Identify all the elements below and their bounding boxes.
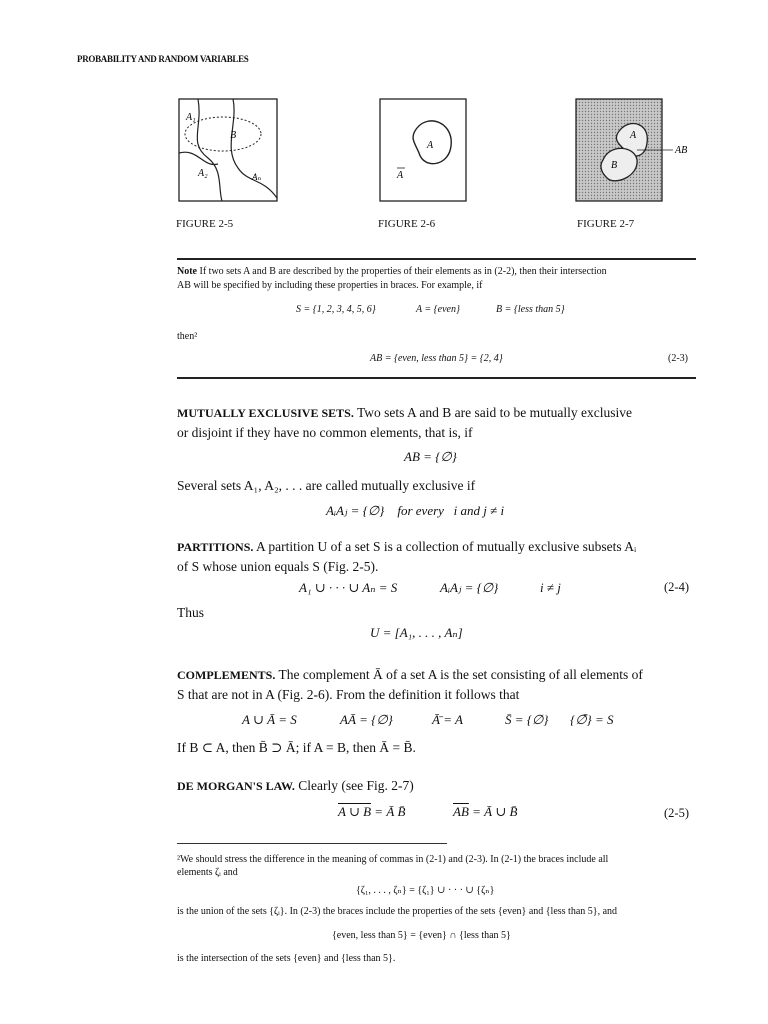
complements-paragraph	[177, 665, 702, 704]
footnote-line-1: ²We should stress the difference in the meaning of commas in (2-1) and (2-3). In (2-1) the braces include all	[177, 854, 609, 865]
mutually-eq-1: AB = {∅}	[404, 449, 457, 464]
mutually-text-3: Several sets A₁, A₂, . . . are called mutually exclusive if	[177, 478, 476, 493]
fig26-a-label: A	[427, 140, 434, 151]
note-bottom-rule	[177, 377, 696, 379]
figure-2-7-label: FIGURE 2-7	[577, 218, 635, 230]
running-header: PROBABILITY AND RANDOM VARIABLES	[77, 54, 249, 64]
demorgan-text-1: Clearly (see Fig. 2-7)	[298, 778, 414, 793]
demorgan-eq-1-lhs: A ∪ B	[338, 804, 372, 819]
partitions-eq-2: AᵢAⱼ = {∅}	[440, 580, 499, 595]
mutually-text-1: Two sets A and B are said to be mutually exclusive	[356, 405, 632, 420]
complements-eq-5: {∅̄} = S	[570, 712, 614, 727]
figure-2-5-diagram	[178, 98, 278, 202]
note-eq-ab: AB = {even, less than 5} = {2, 4}	[370, 353, 503, 364]
complements-eq-3: Ā̄ = A	[432, 712, 463, 727]
footnote-line-3: is the union of the sets {ζᵢ}. In (2-3) the braces include the properties of the sets {even} and {less than 5}, and	[177, 906, 618, 917]
demorgan-eq-1-rhs: = Ā B̄	[374, 804, 406, 819]
note-text-1: If two sets A and B are described by the properties of their elements as in (2-2), then their intersection	[199, 266, 607, 277]
complements-text-3: If B ⊂ A, then B̄ ⊃ Ā; if A = B, then Ā = B̄.	[177, 740, 416, 755]
demorgan-eq-1	[338, 804, 405, 820]
demorgan-eq-2-rhs: = Ā ∪ B̄	[472, 804, 518, 819]
complements-head: COMPLEMENTS.	[177, 668, 276, 682]
footnote-line-4: is the intersection of the sets {even} and {less than 5}.	[177, 953, 396, 964]
partitions-thus: Thus	[177, 605, 204, 620]
figure-2-6-diagram	[379, 98, 467, 202]
complements-text-2: S that are not in A (Fig. 2-6). From the definition it follows that	[177, 687, 520, 702]
mutually-exclusive-paragraph	[177, 403, 702, 442]
partitions-eq-1: A₁ ∪ · · · ∪ Aₙ = S	[299, 580, 398, 595]
note-then: then²	[177, 331, 198, 342]
fig25-a2-label: A₂	[198, 168, 208, 179]
note-lead: Note	[177, 266, 197, 277]
footnote-eq-1: {ζ₁, . . . , ζₙ} = {ζ₁} ∪ · · · ∪ {ζₙ}	[356, 885, 495, 896]
note-top-rule	[177, 258, 696, 260]
demorgan-paragraph	[177, 776, 414, 796]
partitions-eqnum: (2-4)	[664, 580, 689, 594]
note-eq-a: A = {even}	[416, 304, 460, 315]
note-eq-s: S = {1, 2, 3, 4, 5, 6}	[296, 304, 376, 315]
note-text-2: AB will be specified by including these properties in braces. For example, if	[177, 280, 483, 291]
fig25-an-label: Aₙ	[252, 172, 262, 182]
footnote-line-2: elements ζᵢ and	[177, 867, 238, 878]
complements-eq-2: AĀ = {∅}	[340, 712, 393, 727]
fig25-b-label: B	[230, 130, 237, 141]
figure-2-7-diagram	[575, 98, 695, 202]
partitions-head: PARTITIONS.	[177, 540, 254, 554]
partitions-eq-3: i ≠ j	[540, 580, 561, 595]
complements-text-1: The complement Ā of a set A is the set consisting of all elements of	[278, 667, 643, 682]
partitions-paragraph	[177, 537, 702, 576]
demorgan-eq-2-lhs: $\overline{AB}$	[453, 804, 469, 819]
partitions-text-2: of S whose union equals S (Fig. 2-5).	[177, 559, 379, 574]
fig27-a-label: A	[630, 130, 637, 141]
mutually-eq-2: AᵢAⱼ = {∅} for every i and j ≠ i	[326, 503, 505, 518]
note-eq-b: B = {less than 5}	[496, 304, 565, 315]
mutually-head: MUTUALLY EXCLUSIVE SETS.	[177, 406, 354, 420]
fig27-b-label: B	[611, 160, 618, 171]
demorgan-head: DE MORGAN'S LAW.	[177, 779, 295, 793]
note-eqnum: (2-3)	[668, 353, 688, 364]
demorgan-eq-2	[453, 804, 517, 820]
figure-2-5-label: FIGURE 2-5	[176, 218, 234, 230]
footnote-eq-2: {even, less than 5} = {even} ∩ {less than 5}	[332, 930, 511, 941]
fig25-a1-label: A₁	[186, 112, 196, 123]
partitions-eq-4: U = [A₁, . . . , Aₙ]	[370, 625, 463, 640]
complements-eq-4: S̄ = {∅}	[505, 712, 549, 727]
footnote-block-1	[177, 853, 702, 879]
partitions-text-1: A partition U of a set S is a collection of mutually exclusive subsets Aᵢ	[256, 539, 637, 554]
mutually-text-2: or disjoint if they have no common elements, that is, if	[177, 425, 473, 440]
note-paragraph	[177, 265, 697, 293]
demorgan-eqnum: (2-5)	[664, 806, 689, 820]
fig27-ab-label: AB	[675, 145, 688, 156]
figure-2-6-label: FIGURE 2-6	[378, 218, 436, 230]
complements-eq-1: A ∪ Ā = S	[242, 712, 297, 727]
fig26-abar-label: A	[397, 170, 404, 181]
footnote-rule	[177, 843, 447, 844]
